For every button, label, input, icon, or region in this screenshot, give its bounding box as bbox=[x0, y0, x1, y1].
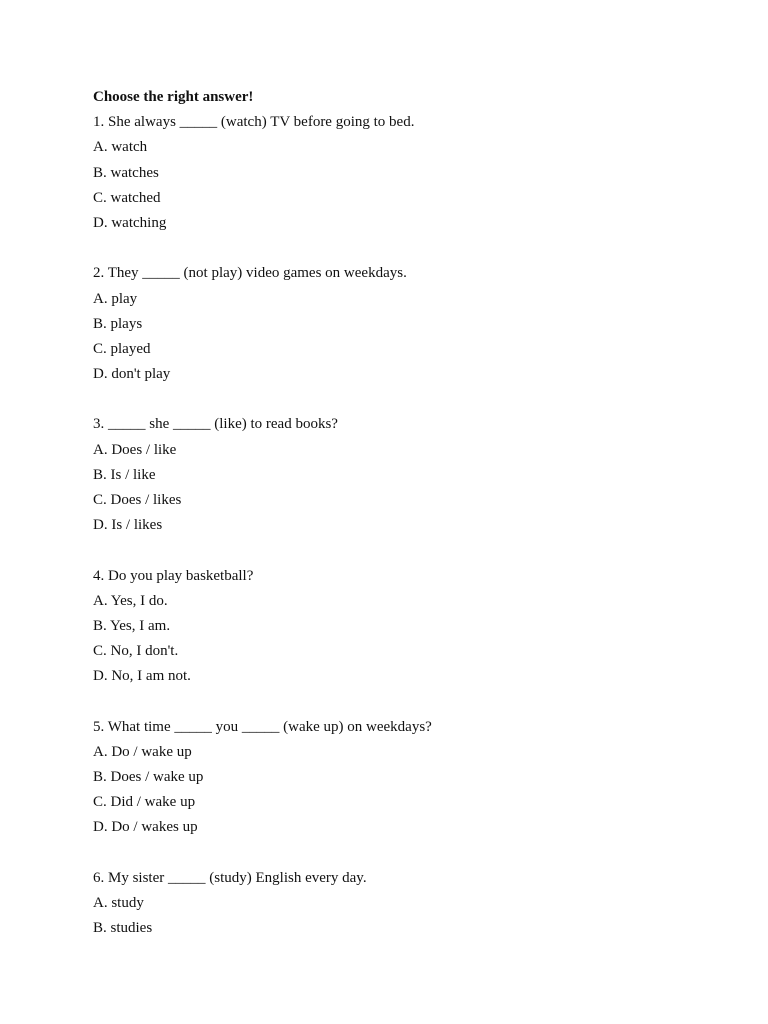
question-prompt: 1. She always _____ (watch) TV before going to bed. bbox=[93, 114, 415, 131]
answer-option-d: D. watching bbox=[93, 214, 167, 231]
question-5 bbox=[93, 715, 733, 841]
worksheet-title: Choose the right answer! bbox=[93, 89, 254, 105]
answer-option-a: A. Do / wake up bbox=[93, 743, 192, 760]
answer-option-d: D. Is / likes bbox=[93, 517, 163, 534]
answer-option-d: D. No, I am not. bbox=[93, 668, 191, 685]
question-4 bbox=[93, 564, 733, 690]
question-prompt: 3. _____ she _____ (like) to read books? bbox=[93, 416, 338, 433]
answer-option-a: A. Does / like bbox=[93, 441, 177, 458]
answer-option-a: A. Yes, I do. bbox=[93, 592, 168, 609]
answer-option-b: B. studies bbox=[93, 920, 153, 937]
answer-option-c: C. No, I don't. bbox=[93, 643, 179, 660]
question-spacer bbox=[93, 538, 733, 563]
question-2 bbox=[93, 261, 733, 387]
answer-option-a: A. watch bbox=[93, 139, 148, 156]
answer-option-d: D. don't play bbox=[93, 366, 171, 383]
answer-option-c: C. watched bbox=[93, 189, 161, 206]
answer-option-b: B. Is / like bbox=[93, 466, 156, 483]
answer-option-c: C. Does / likes bbox=[93, 492, 182, 508]
question-3 bbox=[93, 412, 733, 538]
answer-option-b: B. watches bbox=[93, 164, 159, 181]
answer-option-b: B. Does / wake up bbox=[93, 769, 204, 786]
answer-option-a: A. study bbox=[93, 895, 144, 911]
question-prompt: 2. They _____ (not play) video games on weekdays. bbox=[93, 265, 407, 282]
answer-option-b: B. plays bbox=[93, 315, 143, 332]
question-spacer bbox=[93, 841, 733, 866]
answer-option-d: D. Do / wakes up bbox=[93, 819, 198, 836]
worksheet bbox=[93, 85, 733, 941]
question-1 bbox=[93, 110, 733, 236]
question-prompt: 6. My sister _____ (study) English every day. bbox=[93, 869, 367, 886]
answer-option-b: B. Yes, I am. bbox=[93, 617, 171, 634]
question-spacer bbox=[93, 236, 733, 261]
question-spacer bbox=[93, 387, 733, 412]
answer-option-a: A. play bbox=[93, 290, 138, 307]
question-prompt: 5. What time _____ you _____ (wake up) on weekdays? bbox=[93, 718, 432, 735]
answer-option-c: C. played bbox=[93, 340, 151, 357]
question-prompt: 4. Do you play basketball? bbox=[93, 567, 254, 584]
answer-option-c: C. Did / wake up bbox=[93, 794, 196, 811]
question-6 bbox=[93, 866, 733, 942]
question-spacer bbox=[93, 690, 733, 715]
